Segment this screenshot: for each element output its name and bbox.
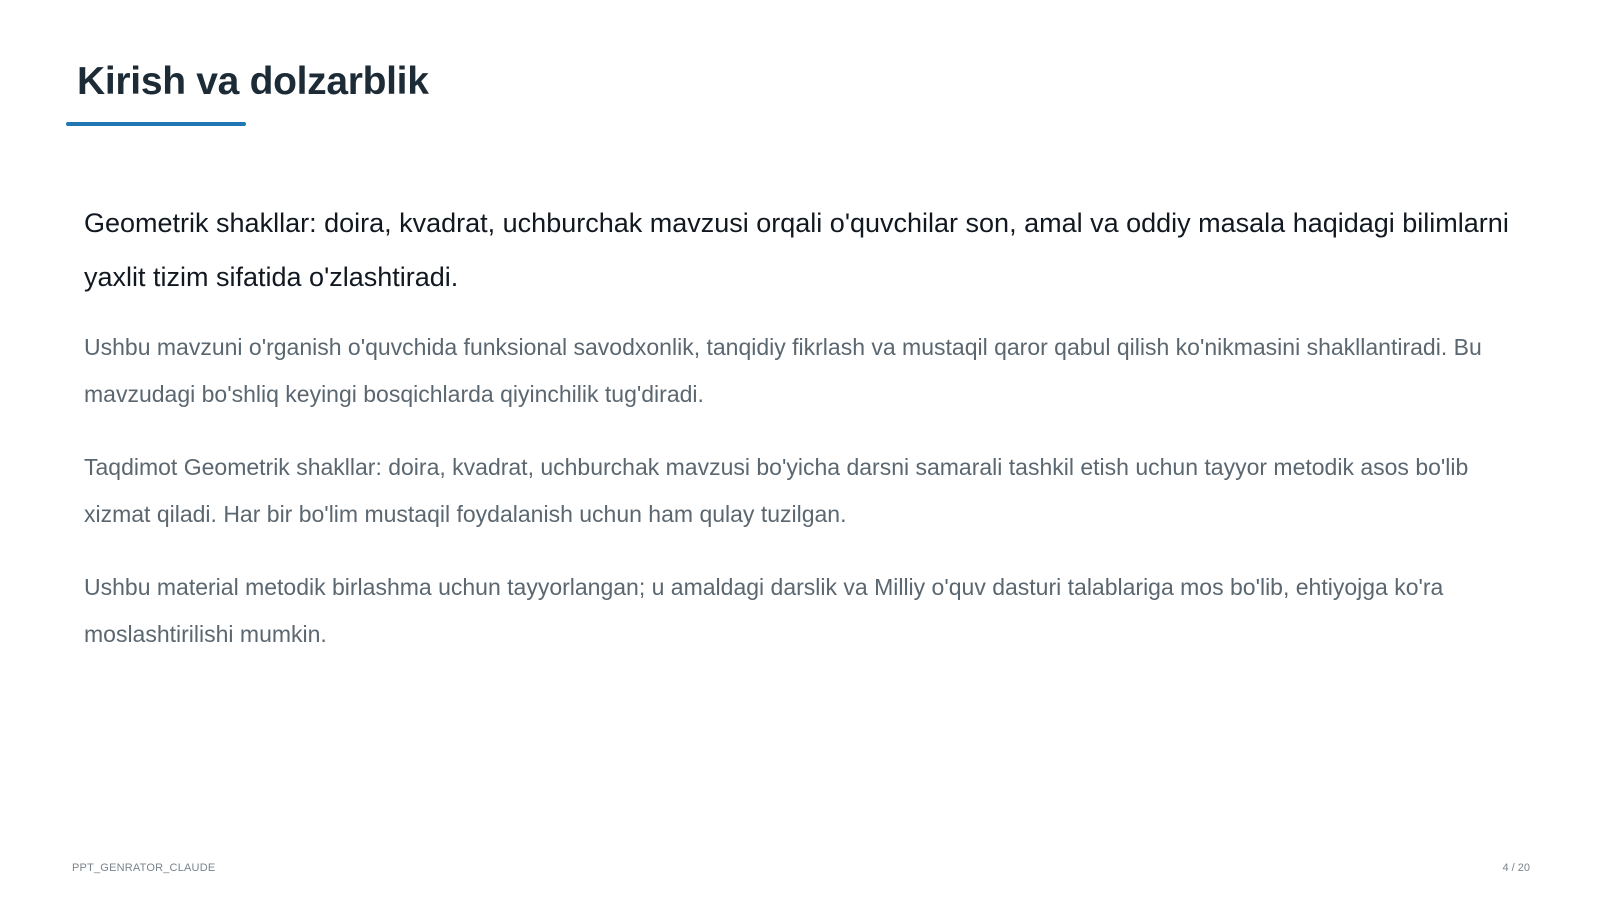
page-number: 4 / 20 <box>1502 862 1530 874</box>
body-paragraph-1: Ushbu mavzuni o'rganish o'quvchida funksional savodxonlik, tanqidiy fikrlash va mustaqil qaror qabul qilish ko'nikmasini shakllantiradi. Bu mavzudagi bo'shliq keyingi bosqichlarda qiyinchilik tug'diradi. <box>84 334 1482 407</box>
body-paragraph-2: Taqdimot Geometrik shakllar: doira, kvadrat, uchburchak mavzusi bo'yicha darsni samarali tashkil etish uchun tayyor metodik asos bo'lib xizmat qiladi. Har bir bo'lim mustaqil foydalanish uchun ham qulay tuzilgan. <box>84 454 1469 527</box>
slide-title: Kirish va dolzarblik <box>77 60 429 103</box>
footer-source: PPT_GENRATOR_CLAUDE <box>72 862 216 874</box>
slide-content <box>84 196 1524 684</box>
title-underline <box>66 122 246 126</box>
lead-paragraph: Geometrik shakllar: doira, kvadrat, uchburchak mavzusi orqali o'quvchilar son, amal va oddiy masala haqidagi bilimlarni yaxlit tizim sifatida o'zlashtiradi. <box>84 208 1509 292</box>
body-paragraph-3: Ushbu material metodik birlashma uchun tayyorlangan; u amaldagi darslik va Milliy o'quv dasturi talablariga mos bo'lib, ehtiyojga ko'ra moslashtirilishi mumkin. <box>84 574 1444 647</box>
